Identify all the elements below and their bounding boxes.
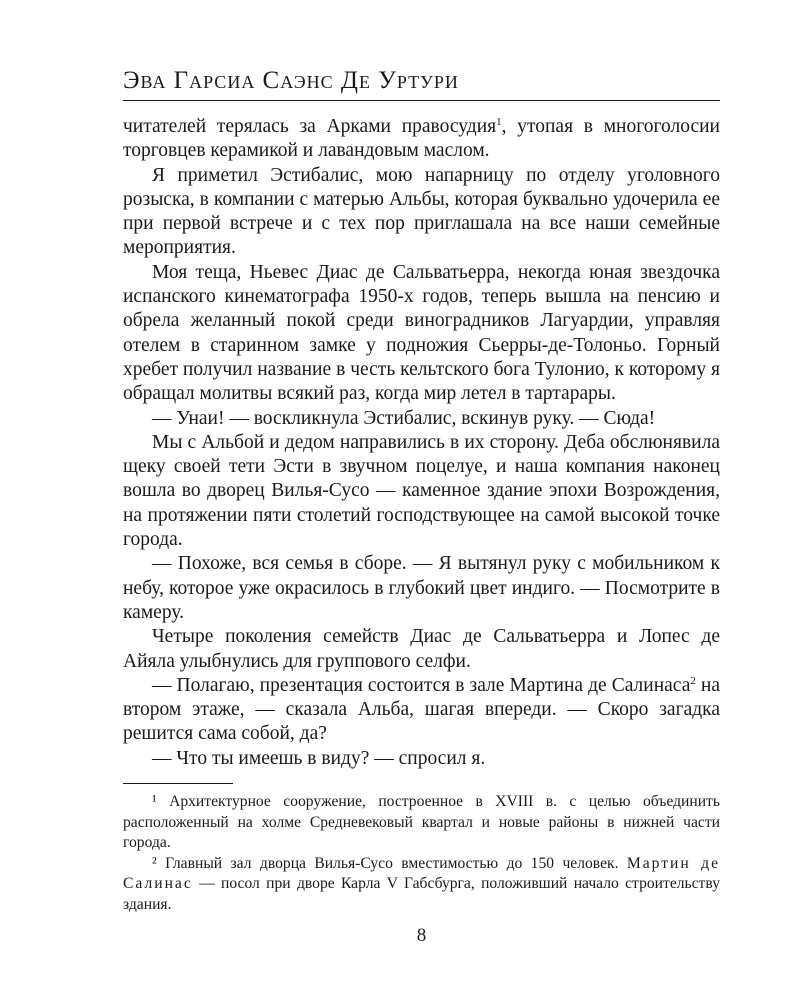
- book-page: [123, 66, 720, 948]
- footnote-rule: [123, 783, 233, 784]
- header-rule: [123, 100, 720, 101]
- footnote-1: ¹ Архитектурное сооружение, построенное в XVIII в. с целью объединить расположенный на холме Средневековый квартал и новые районы в нижней части города.: [123, 793, 720, 852]
- paragraph-6: — Похоже, вся семья в сборе. — Я вытянул руку с мобильником к небу, которое уже окрасилось в глубокий цвет индиго. — Посмотрите в камеру.: [123, 553, 720, 623]
- running-head: Эва Гарсиа Саэнс Де Уртури: [123, 67, 459, 94]
- paragraph-1: читателей терялась за Арками правосудия$^1$, утопая в многоголосии торговцев керамикой и лавандовым маслом.: [123, 116, 720, 162]
- paragraph-2: Я приметил Эстибалис, мою напарницу по отделу уголовного розыска, в компании с матерью Альбы, которая буквально удочерила ее при первой встрече и с тех пор приглашала на все наши семейные мероприятия.: [123, 164, 720, 259]
- paragraph-9: — Что ты имеешь в виду? — спросил я.: [152, 747, 486, 769]
- paragraph-5: Мы с Альбой и дедом направились в их сторону. Деба обслюнявила щеку своей тети Эсти в звучном поцелуе, и наша компания наконец вошла во дворец Вилья-Сусо — каменное здание эпохи Возрождения, на протяжении пяти столетий господствующее на самой высокой точке города.: [123, 431, 720, 551]
- footnote-ref-1: 1: [496, 116, 502, 128]
- footnote-ref-2: 2: [690, 674, 696, 687]
- paragraph-8: — Полагаю, презентация состоится в зале Мартина де Салинаса$^2$ на втором этаже, — сказала Альба, шагая впереди. — Скоро загадка решится сама собой, да?: [123, 674, 721, 745]
- footnote-2: ² Главный зал дворца Вилья-Сусо вместимостью до 150 человек. Мартин де Салинас — посол при дворе Карла V Габсбурга, положивший начало строительству здания.: [123, 854, 720, 913]
- paragraph-4: — Унаи! — воскликнула Эстибалис, вскинув руку. — Сюда!: [152, 407, 656, 429]
- body-text: [123, 115, 720, 771]
- paragraph-7: Четыре поколения семейств Диас де Сальватьерра и Лопес де Айяла улыбнулись для группового селфи.: [123, 626, 720, 672]
- paragraph-3: Моя теща, Ньевес Диас де Сальватьерра, некогда юная звездочка испанского кинематографа 1950-х годов, теперь вышла на пенсию и обрела желанный покой среди виноградников Лагуардии, управляя отелем в старинном замке у подножия Сьерры-де-Толоньо. Горный хребет получил название в честь кельтского бога Тулонио, к которому я обращал молитвы всякий раз, когда мир летел в тартарары.: [123, 261, 720, 405]
- footnotes: [123, 792, 720, 916]
- page-number: 8: [416, 924, 427, 946]
